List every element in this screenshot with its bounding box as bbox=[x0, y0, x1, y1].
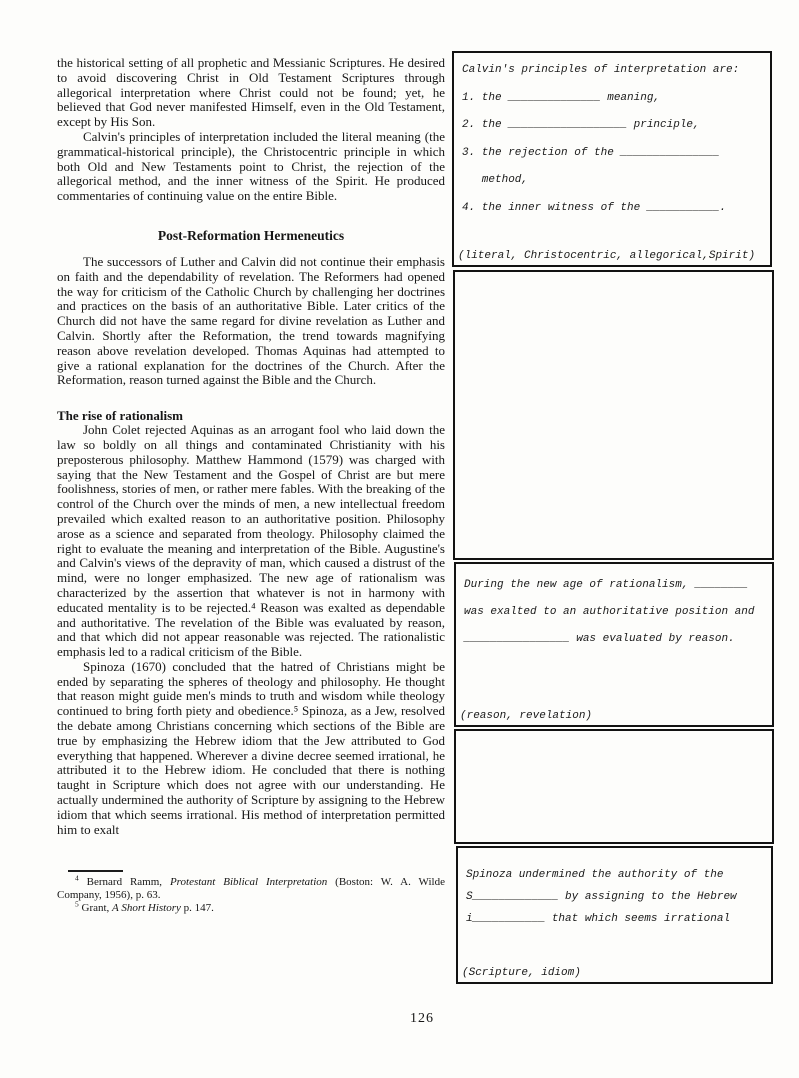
worksheet-fill-in-line: 2. the __________________ principle, bbox=[462, 119, 700, 131]
worksheet-box-lines bbox=[456, 564, 772, 653]
worksheet-fill-in-line: i___________ that which seems irrational bbox=[466, 913, 731, 925]
worksheet-box-rationalism bbox=[454, 562, 774, 727]
worksheet-line: method, bbox=[462, 174, 529, 186]
footnote-divider-rule bbox=[68, 870, 123, 872]
footnote-book-title: Protestant Biblical Interpretation bbox=[169, 876, 328, 889]
worksheet-box-empty-2 bbox=[454, 729, 774, 844]
main-text-column bbox=[57, 56, 445, 915]
section-heading-post-reformation: Post-Reformation Hermeneutics bbox=[157, 227, 345, 243]
worksheet-fill-in-line: ________________ was evaluated by reason. bbox=[464, 633, 735, 645]
footnote-marker: 5 bbox=[75, 899, 79, 909]
subsection-heading-rationalism: The rise of rationalism bbox=[57, 408, 184, 424]
footnote-text: Bernard Ramm, bbox=[78, 876, 170, 889]
answer-key: (reason, revelation) bbox=[460, 710, 593, 722]
answer-key: (literal, Christocentric, allegorical,Spirit) bbox=[458, 250, 756, 262]
worksheet-box-calvin-principles bbox=[452, 51, 772, 267]
paragraph-successors: The successors of Luther and Calvin did not continue their emphasis on faith and the dependability of revelation. The Reformers had opened the way for criticism of the Catholic Church by challenging her doctrines and practices on the basis of an authoritative Bible. Later critics of the Church did not have the same regard for divine revelation as Luther and Calvin. Shortly after the Reformation, the trend towards magnifying reason above revelation developed. Thomas Aquinas had attempted to give a rational explanation for the doctrines of the Church. After the Reformation, reason turned against the Bible and the Church. bbox=[57, 253, 445, 388]
footnote-book-title: A Short History bbox=[112, 902, 181, 915]
worksheet-line: was exalted to an authoritative position and bbox=[464, 606, 755, 618]
footnote-text: Grant, bbox=[78, 902, 113, 915]
worksheet-fill-in-line: S_____________ by assigning to the Hebrew bbox=[466, 891, 737, 903]
footnote-text: (Boston: W. A. Wilde Company, 1956), p. 63. bbox=[57, 876, 445, 902]
worksheet-box-lines bbox=[458, 848, 771, 930]
footnote-marker: 4 bbox=[75, 873, 79, 883]
paragraph-calvin-principles: Calvin's principles of interpretation included the literal meaning (the grammatical-historical principle), the Christocentric principle in which both Old and New Testaments point to Christ, the rejection of the allegorical method, and the inner witness of the Spirit. He produced commentaries of continuing value on the entire Bible. bbox=[57, 128, 445, 204]
paragraph-continuation: the historical setting of all prophetic and Messianic Scriptures. He desired to avoid discovering Christ in Old Testament Scriptures through allegorical interpretation where Christ could not be found; yet, he believed that God never manifested Himself, even in the Old Testament, except by His Son. bbox=[57, 55, 445, 130]
worksheet-fill-in-line: 3. the rejection of the _______________ bbox=[462, 146, 720, 159]
worksheet-fill-in-line: 1. the ______________ meaning, bbox=[462, 91, 661, 104]
worksheet-line: Calvin's principles of interpretation are: bbox=[462, 64, 740, 76]
worksheet-box-lines bbox=[454, 53, 770, 222]
footnote-grant bbox=[57, 899, 445, 915]
worksheet-box-spinoza bbox=[456, 846, 773, 984]
footnote-ramm bbox=[57, 873, 445, 902]
paragraph-rise-of-rationalism: John Colet rejected Aquinas as an arrogant fool who laid down the law so boldly on all things and contaminated Christianity with his preposterous philosophy. Matthew Hammond (1579) was charged with saying that the New Testament and the Gospel of Christ are but mere foolishness, stories of men, or rather mere fables. With the breaking of the control of the Church over the minds of men, a new intellectual freedom prevailed which exalted reason to an authoritative position. Philosophy arose as a science and separated from theology. Philosophy claimed the right to evaluate the meaning and interpretation of the Bible. Augustine's and Calvin's views of the depravity of man, which caused a distrust of the mind, were no longer emphasized. The new age of rationalism was characterized by the assertion that whatever is not in harmony with educated mentality is to be rejected.⁴ Reason was exalted as dependable and authoritative. The revelation of the Bible was evaluated by reason, and that which did not appear reasonable was rejected. The rationalistic emphasis led to a radical criticism of the Bible. bbox=[57, 422, 445, 660]
worksheet-line: Spinoza undermined the authority of the bbox=[466, 869, 724, 881]
worksheet-fill-in-line: During the new age of rationalism, ________ bbox=[464, 579, 748, 591]
answer-key: (Scripture, idiom) bbox=[462, 967, 581, 979]
page-number: 126 bbox=[410, 1011, 434, 1026]
worksheet-fill-in-line: 4. the inner witness of the ___________. bbox=[462, 201, 727, 214]
footnote-text: p. 147. bbox=[180, 902, 214, 915]
paragraph-spinoza: Spinoza (1670) concluded that the hatred of Christians might be ended by separating the spheres of theology and philosophy. He thought that reason might guide men's minds to truth and wisdom while theology continued to bring forth piety and obedience.⁵ Spinoza, as a Jew, resolved the debate among Christians concerning which sections of the Bible are true by emphasizing the Hebrew idiom that the Jew attributed to God everything that happened. Wherever a divine decree seemed irrational, he attributed it to the Hebrew idiom. He concluded that there is nothing taught in Scripture which does not agree with our understanding. He actually undermined the authority of Scripture by assigning to the Hebrew idiom that which seems irrational. His method of interpretation permitted him to exalt bbox=[57, 658, 445, 837]
worksheet-box-empty-1 bbox=[453, 270, 774, 560]
